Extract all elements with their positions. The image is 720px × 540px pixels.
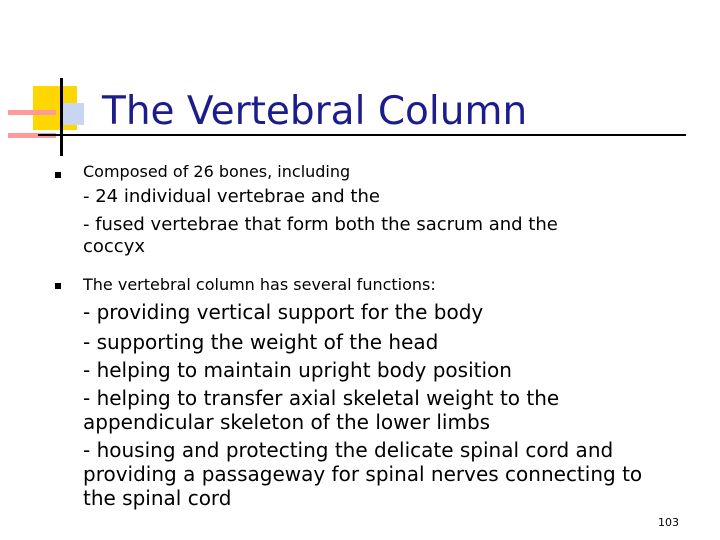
page-number: 103 xyxy=(658,516,679,529)
sub-item: - 24 individual vertebrae and the xyxy=(83,186,380,207)
bullet-text: Composed of 26 bones, including xyxy=(83,162,351,181)
bullet-marker xyxy=(55,283,61,289)
sub-item: - providing vertical support for the body xyxy=(83,300,484,324)
sub-item: - fused vertebrae that form both the sacrum and the xyxy=(83,214,558,235)
sub-item: - helping to transfer axial skeletal weight to the xyxy=(83,386,560,410)
sub-item: - helping to maintain upright body position xyxy=(83,358,512,382)
sub-item: coccyx xyxy=(83,236,146,257)
vertical-rule xyxy=(60,78,63,156)
sub-item: the spinal cord xyxy=(83,486,232,510)
title-ornament xyxy=(0,0,720,170)
sub-item: - housing and protecting the delicate spinal cord and xyxy=(83,438,614,462)
bullet-marker xyxy=(55,172,61,178)
slide-title: The Vertebral Column xyxy=(102,89,528,134)
sub-item: - supporting the weight of the head xyxy=(83,330,439,354)
sub-item: providing a passageway for spinal nerves connecting to xyxy=(83,462,643,486)
sub-item: appendicular skeleton of the lower limbs xyxy=(83,410,491,434)
bullet-text: The vertebral column has several functions: xyxy=(83,275,436,294)
blue-square-decoration xyxy=(62,103,84,125)
